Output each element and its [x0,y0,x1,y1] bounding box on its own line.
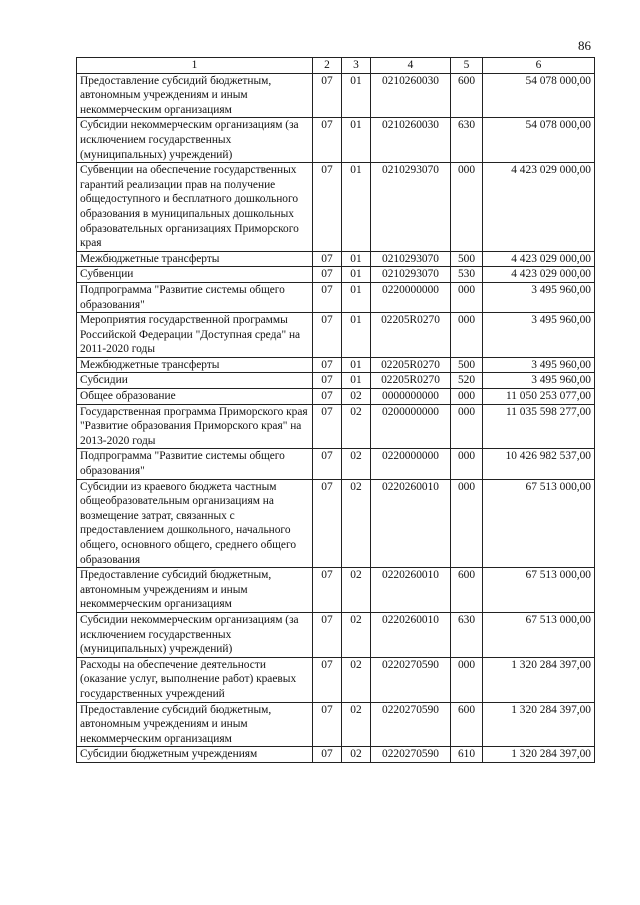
row-section: 07 [313,747,342,763]
row-subsection: 02 [342,404,371,449]
row-name: Субвенции [77,267,313,283]
row-section: 07 [313,357,342,373]
row-expense-type: 610 [451,747,483,763]
row-amount: 1 320 284 397,00 [483,702,595,747]
row-expense-type: 630 [451,118,483,163]
table-row [77,267,595,283]
row-name: Межбюджетные трансферты [77,357,313,373]
row-section: 07 [313,251,342,267]
row-subsection: 02 [342,449,371,479]
row-section: 07 [313,612,342,657]
row-name: Подпрограмма "Развитие системы общего образования" [77,449,313,479]
row-name: Предоставление субсидий бюджетным, автономным учреждениям и иным некоммерческим организациям [77,73,313,118]
row-subsection: 01 [342,118,371,163]
table-row [77,747,595,763]
row-expense-type: 000 [451,282,483,312]
row-target-article: 0210293070 [371,267,451,283]
table-row [77,357,595,373]
row-amount: 3 495 960,00 [483,357,595,373]
row-expense-type: 000 [451,479,483,568]
row-subsection: 02 [342,657,371,702]
header-col-6: 6 [483,58,595,74]
row-target-article: 0220260010 [371,479,451,568]
row-target-article: 0210260030 [371,73,451,118]
row-name: Мероприятия государственной программы Российской Федерации "Доступная среда" на 2011-2020 годы [77,313,313,358]
table-row [77,313,595,358]
row-section: 07 [313,449,342,479]
row-expense-type: 000 [451,389,483,405]
row-target-article: 0220270590 [371,702,451,747]
row-section: 07 [313,267,342,283]
row-section: 07 [313,568,342,613]
row-expense-type: 500 [451,357,483,373]
table-row [77,449,595,479]
row-expense-type: 600 [451,73,483,118]
row-target-article: 02205R0270 [371,357,451,373]
row-target-article: 02205R0270 [371,313,451,358]
row-name: Государственная программа Приморского края "Развитие образования Приморского края" на 2013-2020 годы [77,404,313,449]
row-amount: 3 495 960,00 [483,313,595,358]
table-row [77,163,595,252]
row-expense-type: 530 [451,267,483,283]
row-section: 07 [313,118,342,163]
page-number: 86 [578,38,591,53]
row-section: 07 [313,73,342,118]
row-section: 07 [313,373,342,389]
row-name: Субсидии некоммерческим организациям (за исключением государственных (муниципальных) учреждений) [77,118,313,163]
row-name: Предоставление субсидий бюджетным, автономным учреждениям и иным некоммерческим организациям [77,702,313,747]
row-subsection: 01 [342,267,371,283]
row-name: Субвенции на обеспечение государственных гарантий реализации прав на получение общедоступного и бесплатного дошкольного образования в муниципальных дошкольных образовательных организациях Приморского края [77,163,313,252]
row-amount: 67 513 000,00 [483,612,595,657]
row-expense-type: 500 [451,251,483,267]
row-target-article: 02205R0270 [371,373,451,389]
row-section: 07 [313,404,342,449]
header-col-2: 2 [313,58,342,74]
row-target-article: 0210260030 [371,118,451,163]
row-amount: 54 078 000,00 [483,118,595,163]
row-amount: 1 320 284 397,00 [483,747,595,763]
row-subsection: 02 [342,568,371,613]
row-section: 07 [313,389,342,405]
row-name: Подпрограмма "Развитие системы общего образования" [77,282,313,312]
row-target-article: 0210293070 [371,163,451,252]
row-subsection: 02 [342,747,371,763]
row-target-article: 0200000000 [371,404,451,449]
table-row [77,282,595,312]
row-name: Субсидии бюджетным учреждениям [77,747,313,763]
row-expense-type: 520 [451,373,483,389]
row-expense-type: 000 [451,404,483,449]
row-subsection: 02 [342,612,371,657]
budget-table [76,57,595,763]
header-col-1: 1 [77,58,313,74]
row-name: Субсидии некоммерческим организациям (за исключением государственных (муниципальных) учреждений) [77,612,313,657]
row-name: Предоставление субсидий бюджетным, автономным учреждениям и иным некоммерческим организациям [77,568,313,613]
row-amount: 67 513 000,00 [483,479,595,568]
table-row [77,404,595,449]
row-subsection: 01 [342,373,371,389]
row-target-article: 0210293070 [371,251,451,267]
header-row [77,58,595,74]
row-subsection: 02 [342,702,371,747]
row-section: 07 [313,163,342,252]
row-target-article: 0000000000 [371,389,451,405]
header-col-5: 5 [451,58,483,74]
row-expense-type: 600 [451,702,483,747]
row-expense-type: 630 [451,612,483,657]
row-subsection: 01 [342,73,371,118]
row-section: 07 [313,479,342,568]
row-subsection: 01 [342,313,371,358]
header-col-4: 4 [371,58,451,74]
row-subsection: 01 [342,357,371,373]
row-expense-type: 000 [451,163,483,252]
table-row [77,612,595,657]
table-row [77,73,595,118]
table-body [77,73,595,762]
row-amount: 11 035 598 277,00 [483,404,595,449]
table-row [77,657,595,702]
row-section: 07 [313,282,342,312]
table-row [77,479,595,568]
row-target-article: 0220270590 [371,747,451,763]
table-row [77,373,595,389]
row-name: Субсидии из краевого бюджета частным общеобразовательным организациям на возмещение затрат, связанных с предоставлением дошкольного, начального общего, основного общего, среднего общего образования [77,479,313,568]
row-subsection: 02 [342,479,371,568]
row-name: Расходы на обеспечение деятельности (оказание услуг, выполнение работ) краевых государственных учреждений [77,657,313,702]
row-expense-type: 600 [451,568,483,613]
row-name: Межбюджетные трансферты [77,251,313,267]
row-amount: 1 320 284 397,00 [483,657,595,702]
row-amount: 11 050 253 077,00 [483,389,595,405]
table-row [77,118,595,163]
row-expense-type: 000 [451,313,483,358]
row-subsection: 01 [342,163,371,252]
row-amount: 4 423 029 000,00 [483,251,595,267]
row-target-article: 0220260010 [371,568,451,613]
row-amount: 54 078 000,00 [483,73,595,118]
row-target-article: 0220000000 [371,449,451,479]
row-target-article: 0220270590 [371,657,451,702]
row-section: 07 [313,702,342,747]
table-row [77,702,595,747]
row-amount: 4 423 029 000,00 [483,267,595,283]
row-section: 07 [313,313,342,358]
header-col-3: 3 [342,58,371,74]
table-row [77,568,595,613]
row-name: Общее образование [77,389,313,405]
row-target-article: 0220000000 [371,282,451,312]
row-amount: 3 495 960,00 [483,373,595,389]
table-row [77,251,595,267]
row-amount: 10 426 982 537,00 [483,449,595,479]
row-expense-type: 000 [451,657,483,702]
row-expense-type: 000 [451,449,483,479]
row-subsection: 01 [342,251,371,267]
row-subsection: 01 [342,282,371,312]
row-amount: 3 495 960,00 [483,282,595,312]
row-amount: 67 513 000,00 [483,568,595,613]
row-section: 07 [313,657,342,702]
row-name: Субсидии [77,373,313,389]
table-row [77,389,595,405]
row-target-article: 0220260010 [371,612,451,657]
row-amount: 4 423 029 000,00 [483,163,595,252]
row-subsection: 02 [342,389,371,405]
